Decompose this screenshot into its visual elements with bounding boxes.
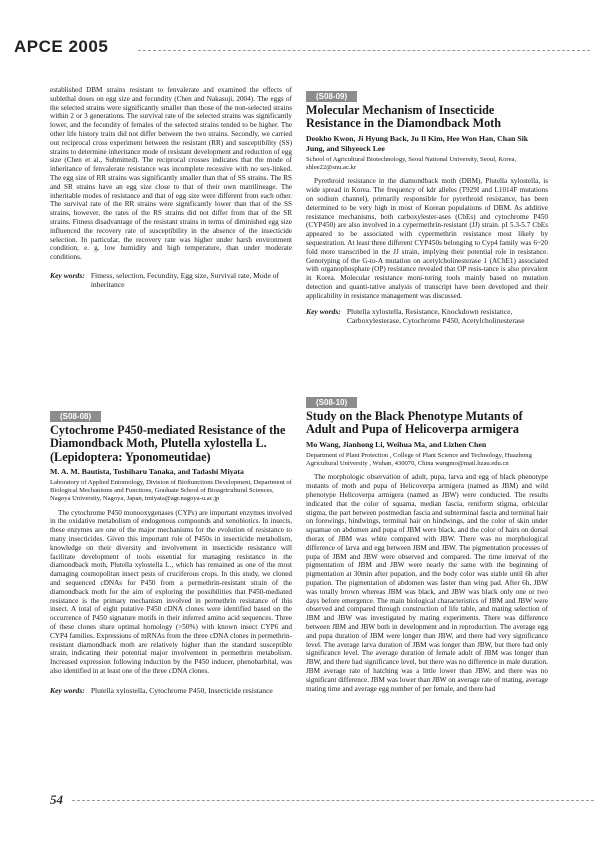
abstract-s08-09: [306, 86, 548, 325]
journal-header-title: APCE 2005: [14, 37, 109, 56]
article-affiliation: School of Agricultural Biotechnology, Seoul National University, Seoul, Korea, shlee22@snu.ac.kr: [306, 155, 517, 171]
keywords-label: Key words:: [306, 306, 341, 316]
abstract-paragraph: Pyrethroid resistance in the diamondback moth (DBM), Plutella xylostella, is wide spread in Korea. The frequency of kdr alleles (T929I and L1014F mutations on sodium channel), primarily responsible for pyrethroid resistance, has been determined to be very high in most of Korean populations of DBM. As additive resistance mechanisms, both carboxylester-ases (CbEs) and cytochrome P450 (CYP450) are also involved in a cypermethrin-resistant (JJ) strain. pI 5.3-5.7 CbEs appeared to be associated with cypermethrin resistance most likely by sequestration. At least three different CYP450s belonging to Cyp4 family was 6~20 fold more transcribed in the JJ strain, implying their potential role in resistance. Genotyping of the G-to-A mutation on acetylcholinesterase 1 (AChE1) associated with organophosphate (OP) resistance revealed that OP resis-tance is also prevalent in Korea. Molecular resistance moni-toring tools mainly based on mutation detection and quanti-tative analysis of transcript have been developed and their applicability in resistance management was discussed.: [306, 177, 548, 300]
page-number: 54: [50, 792, 63, 807]
article-authors: M. A. M. Bautista, Toshiharu Tanaka, and Tadashi Miyata: [50, 467, 244, 477]
abstract-s08-08: [50, 406, 292, 695]
continued-abstract-paragraph: established DBM strains resistant to fenvalerate and examined the effects of sublethal doses on egg size and fecundity (Chen and Nakasuji, 2004). The eggs of the selected strains were significantly smaller than those of the non-selected strains within 2 or 3 generations. The survival rate of the selected strains was significantly lower, and the fecundity of females of the selected strains tended to be higher. The other life history traits did not differ between the two strains. Secondly, we carried out reciprocal cross experiment between the resistant (RR) and susceptibility (SS) strains to determine inheritance mode of resistant development and reduction of egg size (Chen et al., Submitted). The reciprocal crosses indicates that the mode of inheritance of fenvalerate resistance was incomplete recessive with no sex-linked. The egg size of RR strains was significantly smaller than that of SS strains. The RS and SR strains have an egg size close to that of their own matrilineage. The inheritable modes of resistance and that of egg size were different from each other. The survival rate of the RR strains were significantly lower than that of the SS strains, however, the rates of the RS strains did not differ from that of the SR strains. Fitness disadvantage of the resistant strains in terms of diminished egg size influenced the recovery rate of susceptibility in the absence of the insecticide selection. In particular, the recovery rate was higher under harsh environment condition, e. g. low humidity and high temperature, than under moderate conditions.: [50, 86, 292, 262]
keywords-line: [306, 307, 548, 325]
keywords-label: Key words:: [50, 685, 85, 695]
article-title: Study on the Black Phenotype Mutants of Adult and Pupa of Helicoverpa armigera: [306, 409, 523, 437]
abstract-s08-10: [306, 392, 548, 693]
abstract-paragraph: The cytochrome P450 monooxygenases (CYPs) are important enzymes involved in the oxidative metabolism of endogenous compounds and xenobiotics. In insects, these enzymes are one of the major mechanisms for the evolution of resistance to many insecticides. Given this important role of P450s in insecticide metabolism, knowledge on their diversity and involvement in insecticide resistance will facilitate development of tools essential for managing resistance in the diamondback moth, Plutella xylostella L., which has remained as one of the most damaging cosmopolitan insect pests of cruciferous crops. In this study, we cloned and sequenced cDNAs for P450 from a permethrin-resistant strain of the diamondback moth for the aim of exploring the possibilities that P450-mediated resistance is the primary mechanism involved in permethrin resistance of this insect. A total of eight putative P450 cDNA clones were identified based on the occurrence of P450 signature motifs in their inferred amino acid sequences. Three of these clones share optimal homology (>50%) with known insect CYP6 and CYP4 families. Expressions of mRNAs from the three cDNA clones in permethrin-resistant diamondback moth are relatively higher than the standard susceptible strain, indicating their potential major involvement in permethrin metabolism. Increased expression following induction by the P450 inducer, phenobarbital, was also identified in at least one of the three cDNA clones.: [50, 508, 292, 675]
article-title: Molecular Mechanism of Insecticide Resistance in the Diamondback Moth: [306, 103, 502, 131]
abstract-paragraph: The morphologic observation of adult, pupa, larva and egg of black phenotype mutants of moth and pupa of Helicoverpa armigera (named as JBM) and wild phenotype Helicoverpa armigera (named as JBW) were conducted. The results indicated that the color of squama, median fascia, reniform stigma, orbicular stigma, the part between postmedian fascia and subterminal fascia and terminal hair on forewings, hindwings, terminal hair on hindwings, and the color of skin under squamae on abdomen and pupa of JBM were black, and the color of hairs on dorsal thorax of JBM was white compared with JBW. There was no morphological difference of larva and egg between JBM and JBW. The pigmentation processes of pupa of JBM and JBW were observed and compared. The time interval of the pigmentation of JBM and JBW were nearly the same with the beginning of pigmentation at 30min after pupation, and the body color was stable until 6h after pupation. The pigmentation of abdomen was faster than wing pad. After 6h, JBW was totally brown whereas JBM was black, and JBW was black only one or two days before emergence. The main biological characteristics of JBM and JBW were observed and compared through construction of life table, and mating selection of JBM and JBW was investigated by mating experiments. There was difference between JBM and JBW both in development and in reproduction. The average egg and pupa duration of JBM were longer than JBW, and there had very significance level. The average larva duration of JBM was longer than JBW, but there had only significance level. The average duration of female adult of JBM was longer than JBW, and there had significance level, but there was no difference in male duration. JBM average rate of hatching was a little lower than JBW, and there was no significant difference. JBM was lower than JBW on average rate of mating, average mating time and average egg number of per female, and there had: [306, 473, 548, 693]
left-column-top: [50, 86, 292, 289]
session-badge: (S08-10): [306, 397, 357, 408]
keywords-text: Plutella xylostella, Resistance, Knockdown resistance, Carboxylesterase, Cytochrome P450, Acetylcholinesterase: [346, 306, 525, 325]
article-title: Cytochrome P450-mediated Resistance of the Diamondback Moth, Plutella xylostella L. (Lepidoptera: Yponomeutidae): [50, 423, 286, 464]
keywords-line: [50, 271, 292, 289]
keywords-label: Key words:: [50, 270, 85, 280]
keywords-line: [50, 686, 292, 695]
keywords-text: Plutella xylostella, Cytochrome P450, Insecticide resistance: [90, 685, 273, 695]
article-affiliation: Department of Plant Protection , College of Plant Science and Technology, Huazhong Agricultural University , Wuhan, 430070, China wangmo@mail.hzau.edu.cn: [306, 451, 532, 467]
keywords-text: Fitness, selection, Fecundity, Egg size, Survival rate, Mode of inheritance: [90, 270, 280, 290]
footer-divider: [72, 800, 594, 801]
article-authors: Mo Wang, Jianhong Li, Weihua Ma, and Lizhen Chen: [306, 439, 487, 449]
session-badge: (S08-09): [306, 91, 357, 102]
article-affiliation: Laboratory of Applied Entomology, Division of Bioﬁunctions Development, Department of Biological Mechanisms and Functions, Graduate School of Bioagricultural Sciences, Nagoya University, Nagoya, Japan, tmiyata@agr.nagoya-u.ac.jp: [50, 479, 292, 502]
session-badge: (S08-08): [50, 411, 101, 422]
header-divider: [138, 50, 590, 51]
article-authors: Deokho Kwon, Ji Hyung Back, Ju Il Kim, Hee Won Han, Chan Sik Jung, and Sihyeock Lee: [306, 133, 529, 153]
